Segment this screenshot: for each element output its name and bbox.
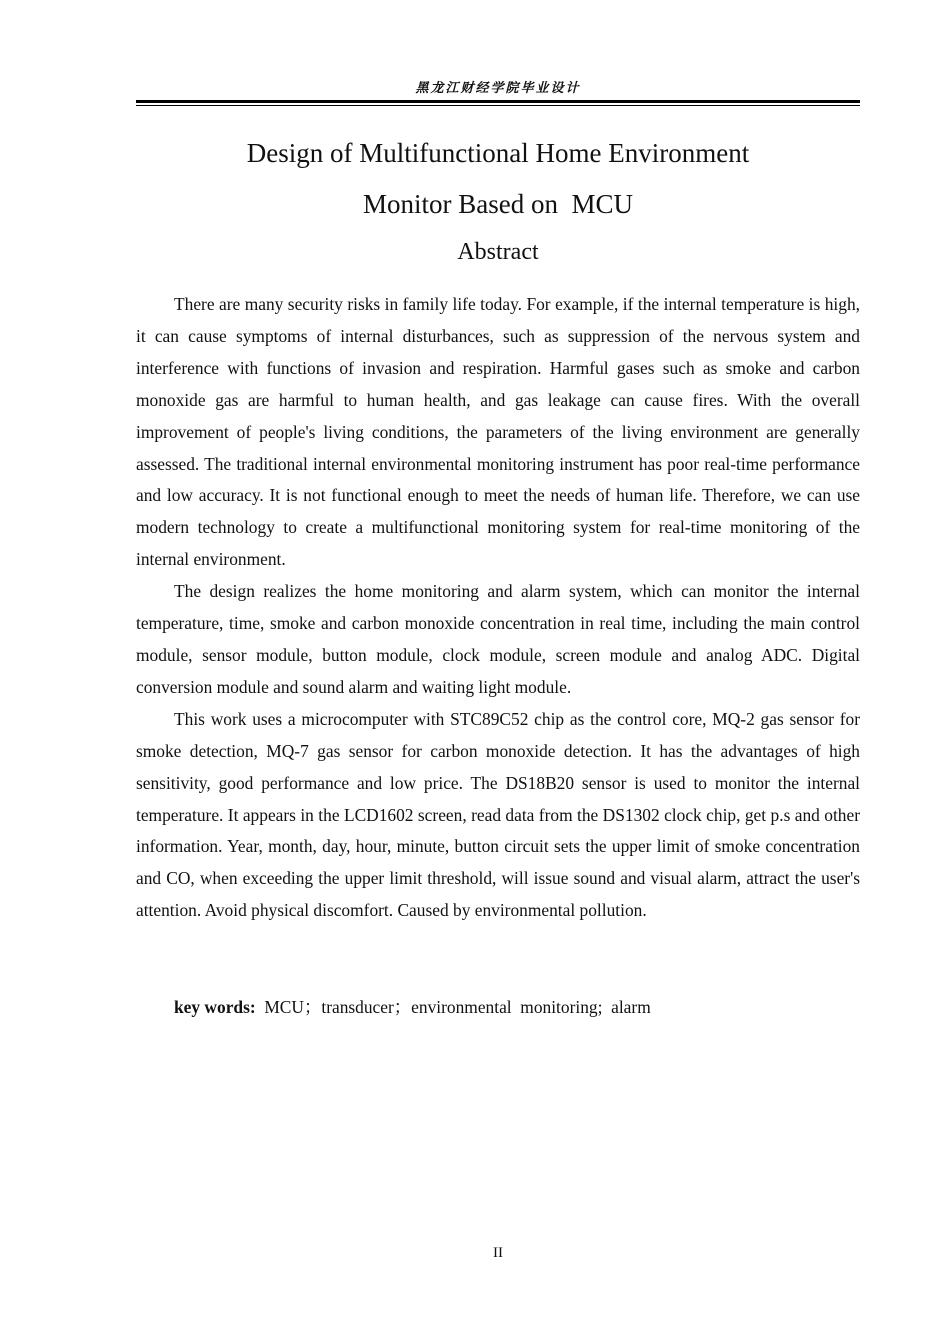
abstract-paragraph-3: This work uses a microcomputer with STC89C52 chip as the control core, MQ-2 gas sensor for smoke detection, MQ-7 gas sensor for carbon monoxide detection. It has the advantages of high sensitivity, good performance and low price. The DS18B20 sensor is used to monitor the internal temperature. It appears in the LCD1602 screen, read data from the DS1302 clock chip, get p.s and other information. Year, month, day, hour, minute, button circuit sets the upper limit of smoke concentration and CO, when exceeding the upper limit threshold, will issue sound and visual alarm, attract the user's attention. Avoid physical discomfort. Caused by environmental pollution. bbox=[136, 708, 860, 921]
abstract-paragraph-1: There are many security risks in family life today. For example, if the internal temperature is high, it can cause symptoms of internal disturbances, such as suppression of the nervous system and interference with functions of invasion and respiration. Harmful gases such as smoke and carbon monoxide gas are harmful to human health, and gas leakage can cause fires. With the overall improvement of people's living conditions, the parameters of the living environment are generally assessed. The traditional internal environmental monitoring instrument has poor real-time performance and low accuracy. It is not functional enough to meet the needs of human life. Therefore, we can use modern technology to create a multifunctional monitoring system for real-time monitoring of the internal environment. bbox=[136, 294, 860, 570]
abstract-paragraph-2: The design realizes the home monitoring and alarm system, which can monitor the internal temperature, time, smoke and carbon monoxide concentration in real time, including the main control module, sensor module, button module, clock module, screen module and analog ADC. Digital conversion module and sound alarm and waiting light module. bbox=[136, 581, 860, 697]
keywords-text: MCU；transducer；environmental monitoring; alarm bbox=[264, 997, 651, 1017]
title-line-2: Monitor Based on MCU bbox=[363, 189, 633, 219]
keywords-line bbox=[174, 991, 860, 1023]
title-line-1: Design of Multifunctional Home Environment bbox=[246, 138, 750, 168]
header-rule-thin bbox=[136, 105, 860, 106]
abstract-body bbox=[136, 289, 860, 927]
header-rule bbox=[136, 100, 860, 103]
running-header: 黑龙江财经学院毕业设计 bbox=[415, 81, 581, 96]
page-number: II bbox=[493, 1245, 503, 1261]
document-title bbox=[136, 128, 860, 230]
abstract-heading: Abstract bbox=[457, 239, 539, 265]
keywords-label: key words: bbox=[174, 997, 256, 1017]
